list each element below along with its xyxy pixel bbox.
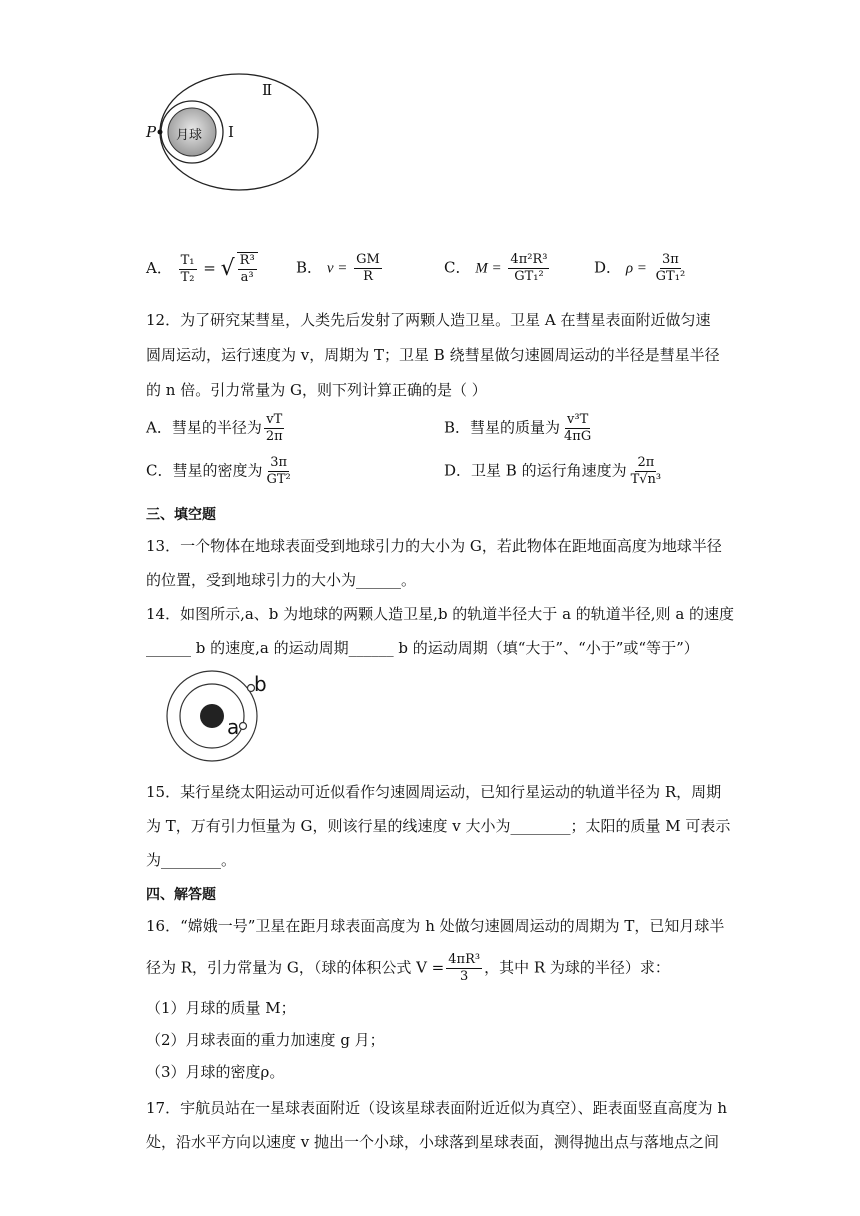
label-point-p: P bbox=[146, 123, 157, 141]
q12-line-3: 的 n 倍。引力常量为 G，则下列计算正确的是（ ） bbox=[146, 381, 487, 399]
q16-line-2: 径为 R，引力常量为 G，（球的体积公式 V = $\frac{\text{4πR³}}{3}$ ，其中 R 为球的半径）求： bbox=[146, 952, 670, 984]
q16-sub-1: （1）月球的质量 M； bbox=[146, 999, 296, 1017]
moon-label: 月球 bbox=[176, 128, 203, 143]
q17-line-2: 处，沿水平方向以速度 v 抛出一个小球，小球落到星球表面，测得抛出点与落地点之间 bbox=[146, 1133, 720, 1151]
section-heading-solve: 四、解答题 bbox=[146, 887, 216, 903]
q11-option-c[interactable]: C． M = $\frac{\text{4π²R³}}{\text{GT₁²}}$ bbox=[444, 252, 548, 284]
label-orbit-I: Ⅰ bbox=[228, 123, 234, 141]
label-orbit-II: Ⅱ bbox=[262, 81, 273, 99]
q15-line-3: 为________。 bbox=[146, 851, 237, 869]
q13-line-2: 的位置，受到地球引力的大小为______。 bbox=[146, 571, 417, 589]
q12-line-1: 12．为了研究某彗星，人类先后发射了两颗人造卫星。卫星 A 在彗星表面附近做匀速 bbox=[146, 311, 711, 329]
label-satellite-a: a bbox=[227, 715, 240, 739]
q12-option-b[interactable]: B．彗星的质量为 $\frac{\text{v³T}}{4\pi G}$ bbox=[444, 412, 592, 444]
q14-line-2: ______ b 的速度,a 的运动周期______ b 的运动周期（填“大于”、“小于”或“等于”） bbox=[146, 639, 699, 657]
q12-option-a[interactable]: A．彗星的半径为 $\frac{vT}{2\pi}$ bbox=[146, 412, 283, 444]
q12-option-c[interactable]: C．彗星的密度为 $\frac{3\pi}{\text{GT²}}$ bbox=[146, 455, 291, 487]
earth bbox=[200, 704, 224, 728]
q11-option-b[interactable]: B． v = $\frac{GM}{R}$ bbox=[296, 252, 380, 284]
q12-line-2: 圆周运动，运行速度为 v，周期为 T；卫星 B 绕彗星做匀速圆周运动的半径是彗星半径 bbox=[146, 346, 720, 364]
q13-line-1: 13．一个物体在地球表面受到地球引力的大小为 G，若此物体在距地面高度为地球半径 bbox=[146, 537, 722, 555]
q14-line-1: 14．如图所示,a、b 为地球的两颗人造卫星,b 的轨道半径大于 a 的轨道半径,则 a 的速度 bbox=[146, 605, 735, 623]
q16-sub-2: （2）月球表面的重力加速度 g 月； bbox=[146, 1031, 385, 1049]
orbit-diagram-moon bbox=[140, 70, 330, 210]
section-heading-fill-blank: 三、填空题 bbox=[146, 507, 216, 523]
q12-option-d[interactable]: D．卫星 B 的运行角速度为 $\frac{2\pi}{\text{T√n³}}$ bbox=[444, 455, 662, 487]
q11-option-a[interactable]: A． $\frac{\text{T₁}}{\text{T₂}}$ = √ $\frac{\text{R³}}{\text{a³}}$ bbox=[146, 252, 260, 286]
point-p bbox=[158, 130, 163, 135]
label-satellite-b: b bbox=[254, 672, 267, 696]
q15-line-1: 15．某行星绕太阳运动可近似看作匀速圆周运动，已知行星运动的轨道半径为 R，周期 bbox=[146, 783, 722, 801]
satellite-a bbox=[240, 723, 247, 730]
q15-line-2: 为 T，万有引力恒量为 G，则该行星的线速度 v 大小为________；太阳的质量 M 可表示 bbox=[146, 817, 731, 835]
q16-line-1: 16．“嫦娥一号”卫星在距月球表面高度为 h 处做匀速圆周运动的周期为 T，已知月球半 bbox=[146, 917, 725, 935]
q17-line-1: 17．宇航员站在一星球表面附近（设该星球表面附近近似为真空）、距表面竖直高度为 h bbox=[146, 1099, 728, 1117]
q16-sub-3: （3）月球的密度ρ。 bbox=[146, 1063, 285, 1081]
q11-option-d[interactable]: D． ρ = $\frac{3\pi}{\text{GT₁²}}$ bbox=[594, 252, 686, 284]
